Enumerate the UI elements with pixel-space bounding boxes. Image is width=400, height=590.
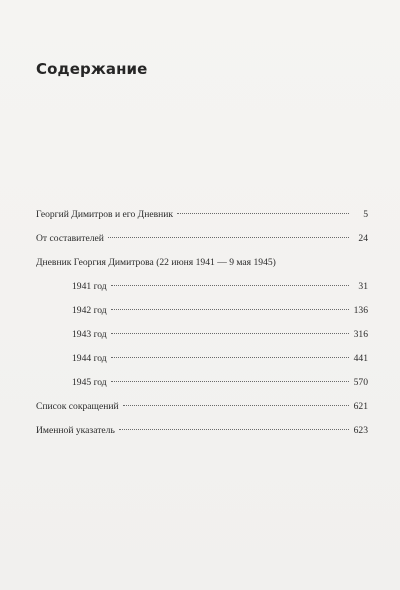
toc-entry-title: Именной указатель bbox=[36, 425, 115, 436]
dot-leader bbox=[111, 357, 349, 358]
dot-leader bbox=[111, 381, 349, 382]
table-of-contents bbox=[36, 203, 368, 443]
toc-entry-title: Дневник Георгия Димитрова (22 июня 1941 — 9 мая 1945) bbox=[36, 257, 276, 268]
toc-page-number: 136 bbox=[353, 305, 368, 316]
toc-section-heading bbox=[36, 251, 368, 275]
toc-entry-title: 1944 год bbox=[72, 353, 107, 364]
page-title: Содержание bbox=[36, 60, 148, 78]
toc-entry bbox=[36, 227, 368, 251]
toc-entry-title: Список сокращений bbox=[36, 401, 119, 412]
toc-entry bbox=[36, 323, 368, 347]
toc-entry bbox=[36, 419, 368, 443]
toc-entry bbox=[36, 203, 368, 227]
toc-entry-title: От составителей bbox=[36, 233, 104, 244]
toc-entry bbox=[36, 347, 368, 371]
toc-page-number: 24 bbox=[358, 233, 368, 244]
dot-leader bbox=[108, 237, 349, 238]
toc-entry-title: Георгий Димитров и его Дневник bbox=[36, 209, 174, 220]
toc-page-number: 441 bbox=[353, 353, 368, 364]
toc-entry-title: 1941 год bbox=[72, 281, 107, 292]
toc-entry bbox=[36, 275, 368, 299]
toc-page-number: 623 bbox=[353, 425, 368, 436]
toc-entry-title: 1943 год bbox=[72, 329, 107, 340]
toc-entry-title: 1945 год bbox=[72, 377, 107, 388]
toc-page-number: 316 bbox=[353, 329, 368, 340]
toc-page-number: 570 bbox=[353, 377, 368, 388]
dot-leader bbox=[111, 333, 349, 334]
dot-leader bbox=[111, 285, 349, 286]
toc-entry bbox=[36, 395, 368, 419]
dot-leader bbox=[111, 309, 349, 310]
dot-leader bbox=[177, 213, 349, 214]
toc-entry bbox=[36, 371, 368, 395]
toc-page-number: 5 bbox=[363, 209, 368, 220]
toc-entry bbox=[36, 299, 368, 323]
toc-page-number: 621 bbox=[353, 401, 368, 412]
toc-entry-title: 1942 год bbox=[72, 305, 107, 316]
dot-leader bbox=[119, 429, 349, 430]
dot-leader bbox=[123, 405, 349, 406]
toc-page-number: 31 bbox=[358, 281, 368, 292]
